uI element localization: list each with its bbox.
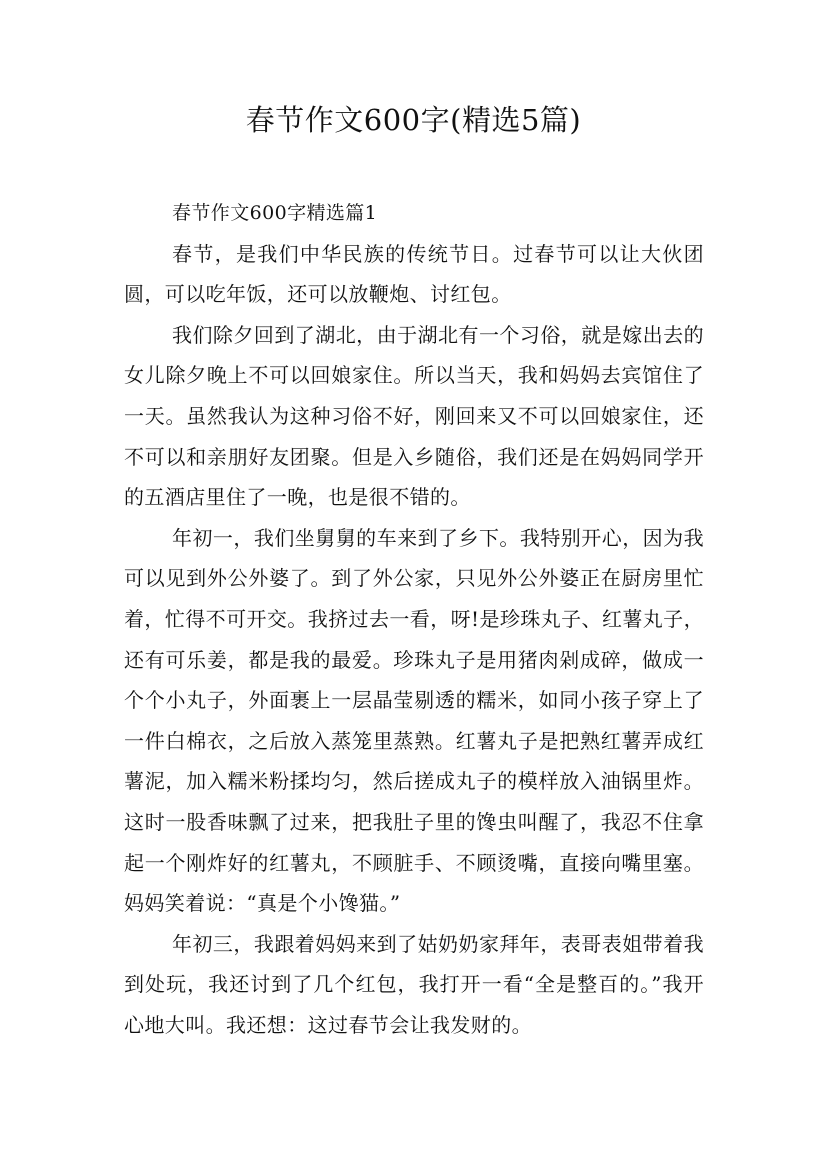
paragraph-4: 年初三，我跟着妈妈来到了姑奶奶家拜年，表哥表姐带着我到处玩，我还讨到了几个红包，我打开一看“全是整百的。”我开心地大叫。我还想：这过春节会让我发财的。 [124,931,704,1037]
document-title: 春节作文600字(精选5篇) [245,103,582,137]
paragraph-3: 年初一，我们坐舅舅的车来到了乡下。我特别开心，因为我可以见到外公外婆了。到了外公家，只见外公外婆正在厨房里忙着，忙得不可开交。我挤过去一看，呀!是珍珠丸子、红薯丸子，还有可乐姜，都是我的最爱。珍珠丸子是用猪肉剁成碎，做成一个个小丸子，外面裹上一层晶莹剔透的糯米，如同小孩子穿上了一件白棉衣，之后放入蒸笼里蒸熟。红薯丸子是把熟红薯弄成红薯泥，加入糯米粉揉均匀，然后搓成丸子的模样放入油锅里炸。这时一股香味飘了过来，把我肚子里的馋虫叫醒了，我忍不住拿起一个刚炸好的红薯丸，不顾脏手、不顾烫嘴，直接向嘴里塞。妈妈笑着说：“真是个小馋猫。” [124,525,704,916]
paragraph-2: 我们除夕回到了湖北，由于湖北有一个习俗，就是嫁出去的女儿除夕晚上不可以回娘家住。所以当天，我和妈妈去宾馆住了一天。虽然我认为这种习俗不好，刚回来又不可以回娘家住，还不可以和亲朋好友团聚。但是入乡随俗，我们还是在妈妈同学开的五酒店里住了一晚，也是很不错的。 [124,322,704,510]
section-heading: 春节作文600字精选篇1 [172,202,378,224]
document-body [124,193,704,1045]
paragraph-1: 春节，是我们中华民族的传统节日。过春节可以让大伙团圆，可以吃年饭，还可以放鞭炮、讨红包。 [124,241,704,307]
